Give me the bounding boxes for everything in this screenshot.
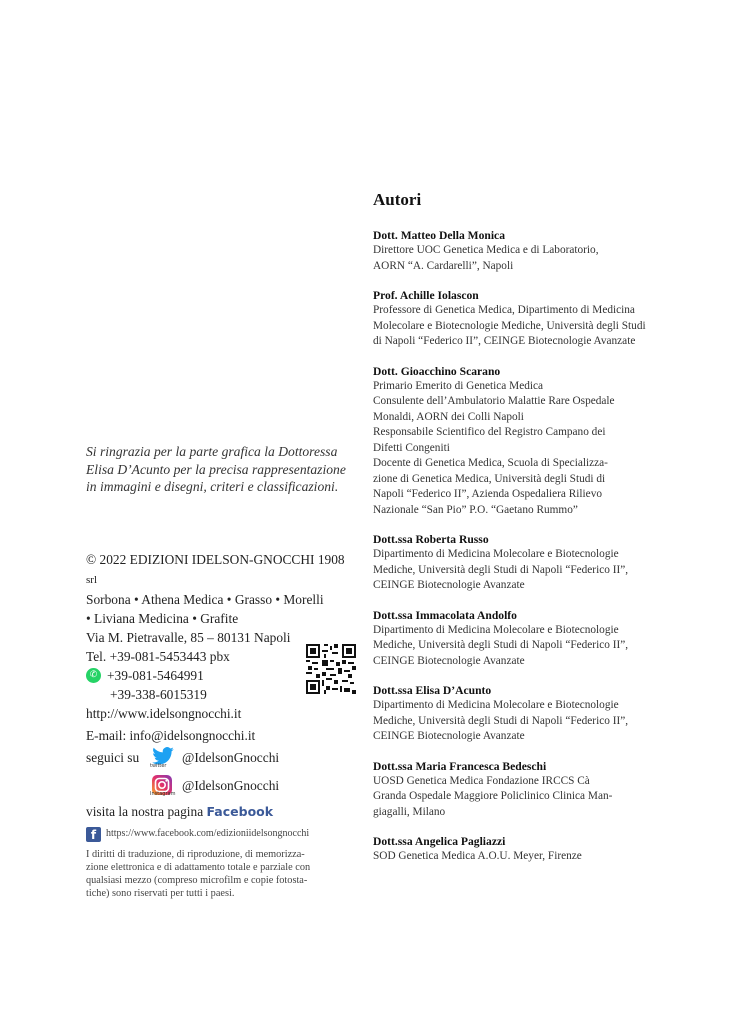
author-affiliation: Professore di Genetica Medica, Dipartimento di Medicina (373, 304, 635, 316)
imprints-line: • Liviana Medicina • Grafite (86, 611, 239, 626)
authors-section (373, 190, 653, 879)
facebook-icon[interactable]: f (86, 827, 101, 842)
author-name: Dott.ssa Angelica Pagliazzi (373, 835, 506, 848)
author-affiliation: UOSD Genetica Medica Fondazione IRCCS Cà (373, 774, 590, 787)
author-affiliation: Direttore UOC Genetica Medica e di Laboratorio, (373, 244, 599, 256)
author-affiliation: Mediche, Università degli Studi di Napoli “Federico II”, (373, 639, 629, 651)
thanks-line: in immagini e disegni, criteri e classificazioni. (86, 479, 339, 494)
author-name: Dott.ssa Roberta Russo (373, 533, 489, 546)
facebook-wordmark[interactable]: Facebook (206, 804, 274, 819)
whatsapp-icon: ✆ (86, 668, 101, 683)
whatsapp-number: +39-081-5464991 (107, 668, 204, 683)
author-affiliation: Monaldi, AORN dei Colli Napoli (373, 410, 524, 423)
author-affiliation: Primario Emerito di Genetica Medica (373, 379, 544, 392)
rights-line: zione elettronica e di adattamento totale e parziale con (86, 862, 311, 873)
thanks-line: Elisa D’Acunto per la precisa rappresentazione (86, 461, 346, 477)
author-name: Dott. Gioacchino Scarano (373, 364, 501, 378)
author-name: Dott.ssa Maria Francesca Bedeschi (373, 759, 547, 773)
twitter-label: twitter (150, 763, 167, 769)
author-entry (373, 228, 653, 274)
contacts (86, 726, 358, 844)
author-entry (373, 288, 653, 350)
author-affiliation: Dipartimento di Medicina Molecolare e Biotecnologie (373, 548, 619, 560)
imprints-line: Sorbona • Athena Medica • Grasso • Morelli (86, 592, 324, 607)
author-entry (373, 532, 653, 594)
author-affiliation: Dipartimento di Medicina Molecolare e Biotecnologie (373, 623, 619, 636)
instagram-icon[interactable] (152, 775, 174, 797)
author-name: Dott. Matteo Della Monica (373, 229, 505, 242)
company-type: srl (86, 574, 97, 586)
qr-code-icon (306, 644, 356, 694)
author-name: Prof. Achille Iolascon (373, 289, 479, 302)
author-affiliation: AORN “A. Cardarelli”, Napoli (373, 259, 514, 272)
thanks-line: Si ringrazia per la parte grafica la Dottoressa (86, 444, 338, 459)
follow-label: seguici su (86, 750, 140, 765)
author-entry (373, 834, 653, 865)
author-affiliation: giagalli, Milano (373, 805, 446, 818)
telephone: Tel. +39-081-5453443 pbx (86, 649, 230, 664)
author-affiliation: Granda Ospedale Maggiore Policlinico Clinica Man- (373, 790, 613, 802)
facebook-url[interactable]: https://www.facebook.com/edizioniidelsongnocchi (106, 828, 310, 839)
facebook-intro: visita la nostra pagina (86, 804, 204, 819)
author-affiliation: Difetti Congeniti (373, 441, 450, 454)
email[interactable]: E-mail: info@idelsongnocchi.it (86, 728, 256, 743)
authors-title: Autori (373, 190, 422, 209)
whatsapp-number: +39-338-6015319 (110, 687, 207, 702)
author-affiliation: Mediche, Università degli Studi di Napoli “Federico II”, (373, 714, 629, 727)
author-affiliation: di Napoli “Federico II”, CEINGE Biotecnologie Avanzate (373, 335, 636, 347)
rights-line: qualsiasi mezzo (compreso microfilm e copie fotosta- (86, 875, 308, 886)
author-affiliation: Napoli “Federico II”, Azienda Ospedaliera Rilievo (373, 488, 602, 500)
author-name: Dott.ssa Immacolata Andolfo (373, 608, 517, 622)
author-affiliation: SOD Genetica Medica A.O.U. Meyer, Firenze (373, 850, 582, 862)
author-name: Dott.ssa Elisa D’Acunto (373, 684, 492, 697)
acknowledgement (86, 443, 358, 496)
author-entry (373, 608, 653, 670)
publisher-info (86, 550, 358, 723)
instagram-label: Instagram (150, 791, 176, 797)
author-affiliation: CEINGE Biotecnologie Avanzate (373, 579, 525, 591)
author-affiliation: Mediche, Università degli Studi di Napoli “Federico II”, (373, 563, 629, 576)
author-affiliation: Consulente dell’Ambulatorio Malattie Rare Ospedale (373, 395, 615, 407)
rights-line: tiche) sono riservati per tutti i paesi. (86, 888, 235, 899)
website-link[interactable]: http://www.idelsongnocchi.it (86, 706, 242, 721)
instagram-handle[interactable]: @IdelsonGnocchi (182, 778, 280, 793)
address: Via M. Pietravalle, 85 – 80131 Napoli (86, 630, 291, 645)
copyright: © 2022 EDIZIONI IDELSON-GNOCCHI 1908 (86, 552, 345, 567)
twitter-handle[interactable]: @IdelsonGnocchi (182, 750, 280, 765)
author-affiliation: Molecolare e Biotecnologie Mediche, Università degli Studi (373, 319, 646, 332)
author-affiliation: zione di Genetica Medica, Università degli Studi di (373, 472, 606, 485)
author-entry (373, 364, 653, 519)
rights-line: I diritti di traduzione, di riproduzione, di memorizza- (86, 849, 305, 860)
author-entry (373, 759, 653, 821)
author-affiliation: Dipartimento di Medicina Molecolare e Biotecnologie (373, 699, 619, 711)
rights-notice (86, 848, 358, 900)
author-affiliation: CEINGE Biotecnologie Avanzate (373, 654, 525, 667)
author-list (373, 228, 653, 865)
author-affiliation: CEINGE Biotecnologie Avanzate (373, 730, 525, 742)
author-affiliation: Responsabile Scientifico del Registro Campano dei (373, 426, 606, 438)
author-affiliation: Docente di Genetica Medica, Scuola di Specializza- (373, 457, 608, 469)
author-affiliation: Nazionale “San Pio” P.O. “Gaetano Rummo” (373, 503, 578, 516)
author-entry (373, 683, 653, 745)
twitter-icon[interactable] (152, 747, 174, 769)
